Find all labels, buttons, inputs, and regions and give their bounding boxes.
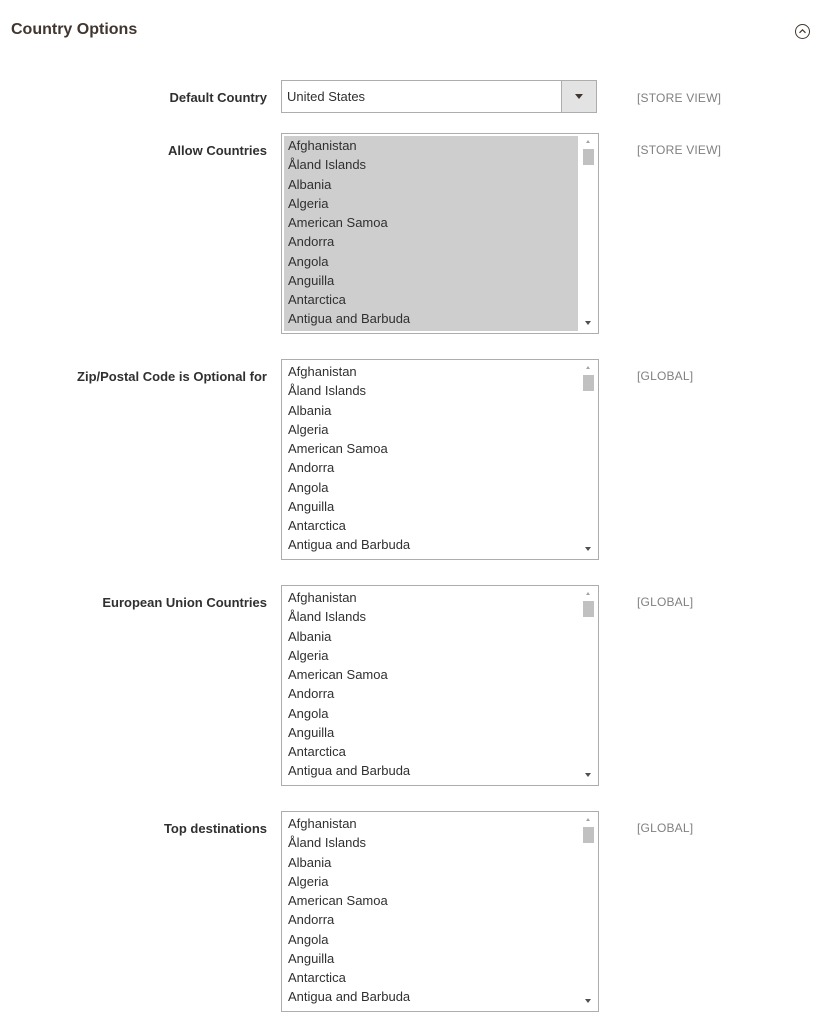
- scrollbar-thumb[interactable]: [583, 375, 594, 391]
- eu-countries-options: [284, 588, 578, 783]
- zip-optional-options: [284, 362, 578, 557]
- eu-countries-scope: [GLOBAL]: [637, 595, 694, 609]
- list-item[interactable]: Åland Islands: [288, 835, 367, 851]
- top-destinations-label: Top destinations: [163, 821, 267, 836]
- list-item[interactable]: Angola: [288, 931, 329, 947]
- list-item[interactable]: Anguilla: [288, 272, 335, 288]
- list-item[interactable]: Afghanistan: [288, 138, 357, 153]
- allow-countries-label: Allow Countries: [168, 143, 267, 158]
- scroll-up-icon[interactable]: [586, 592, 590, 595]
- scrollbar[interactable]: [580, 135, 597, 332]
- default-country-select[interactable]: [281, 80, 597, 113]
- list-item[interactable]: Afghanistan: [288, 590, 357, 605]
- list-item[interactable]: Afghanistan: [288, 816, 357, 831]
- list-item[interactable]: Åland Islands: [288, 157, 367, 173]
- chevron-up-circle-icon[interactable]: [794, 23, 811, 40]
- eu-countries-multiselect[interactable]: [281, 585, 599, 786]
- scroll-down-icon[interactable]: [585, 773, 591, 777]
- list-item[interactable]: Afghanistan: [288, 364, 357, 379]
- select-arrow-button[interactable]: [561, 81, 596, 112]
- list-item[interactable]: Angola: [288, 479, 329, 495]
- list-item[interactable]: Anguilla: [288, 498, 335, 514]
- scroll-up-icon[interactable]: [586, 366, 590, 369]
- chevron-down-icon: [575, 94, 583, 99]
- top-destinations-multiselect[interactable]: [281, 811, 599, 1012]
- scrollbar-thumb[interactable]: [583, 601, 594, 617]
- default-country-value: United States: [287, 89, 366, 104]
- scroll-up-icon[interactable]: [586, 140, 590, 143]
- list-item[interactable]: Anguilla: [288, 724, 335, 740]
- list-item[interactable]: Åland Islands: [288, 383, 367, 399]
- list-item[interactable]: Algeria: [288, 873, 329, 889]
- list-item[interactable]: Antarctica: [288, 292, 346, 307]
- zip-optional-scope: [GLOBAL]: [637, 369, 694, 383]
- zip-optional-label: Zip/Postal Code is Optional for: [77, 369, 267, 384]
- list-item[interactable]: American Samoa: [288, 215, 388, 230]
- list-item[interactable]: Albania: [288, 628, 332, 644]
- list-item[interactable]: Antarctica: [288, 518, 346, 533]
- list-item[interactable]: Andorra: [288, 686, 335, 702]
- scrollbar[interactable]: [580, 587, 597, 784]
- list-item[interactable]: Algeria: [288, 195, 329, 211]
- list-item[interactable]: Angola: [288, 705, 329, 721]
- list-item[interactable]: Albania: [288, 854, 332, 870]
- scroll-up-icon[interactable]: [586, 818, 590, 821]
- top-destinations-options: [284, 814, 578, 1009]
- list-item[interactable]: Andorra: [288, 912, 335, 928]
- allow-countries-scope: [STORE VIEW]: [637, 143, 722, 157]
- scrollbar[interactable]: [580, 361, 597, 558]
- list-item[interactable]: Angola: [288, 253, 329, 269]
- eu-countries-label: European Union Countries: [102, 595, 267, 610]
- default-country-label: Default Country: [169, 90, 267, 105]
- list-item[interactable]: Algeria: [288, 421, 329, 437]
- zip-optional-multiselect[interactable]: [281, 359, 599, 560]
- scroll-down-icon[interactable]: [585, 547, 591, 551]
- list-item[interactable]: Andorra: [288, 234, 335, 250]
- section-header[interactable]: [0, 0, 817, 62]
- list-item[interactable]: American Samoa: [288, 893, 388, 908]
- list-item[interactable]: American Samoa: [288, 441, 388, 456]
- top-destinations-scope: [GLOBAL]: [637, 821, 694, 835]
- allow-countries-multiselect[interactable]: [281, 133, 599, 334]
- list-item[interactable]: Åland Islands: [288, 609, 367, 625]
- list-item[interactable]: Antigua and Barbuda: [288, 537, 411, 553]
- list-item[interactable]: Antigua and Barbuda: [288, 989, 411, 1005]
- scrollbar[interactable]: [580, 813, 597, 1010]
- list-item[interactable]: American Samoa: [288, 667, 388, 682]
- list-item[interactable]: Albania: [288, 402, 332, 418]
- list-item[interactable]: Antarctica: [288, 744, 346, 759]
- default-country-scope: [STORE VIEW]: [637, 91, 722, 105]
- list-item[interactable]: Antarctica: [288, 970, 346, 985]
- list-item[interactable]: Antigua and Barbuda: [288, 311, 411, 327]
- list-item[interactable]: Algeria: [288, 647, 329, 663]
- scroll-down-icon[interactable]: [585, 999, 591, 1003]
- section-title: Country Options: [11, 21, 138, 38]
- list-item[interactable]: Antigua and Barbuda: [288, 763, 411, 779]
- scrollbar-thumb[interactable]: [583, 827, 594, 843]
- list-item[interactable]: Albania: [288, 176, 332, 192]
- allow-countries-options: [284, 136, 578, 331]
- scrollbar-thumb[interactable]: [583, 149, 594, 165]
- list-item[interactable]: Anguilla: [288, 950, 335, 966]
- scroll-down-icon[interactable]: [585, 321, 591, 325]
- list-item[interactable]: Andorra: [288, 460, 335, 476]
